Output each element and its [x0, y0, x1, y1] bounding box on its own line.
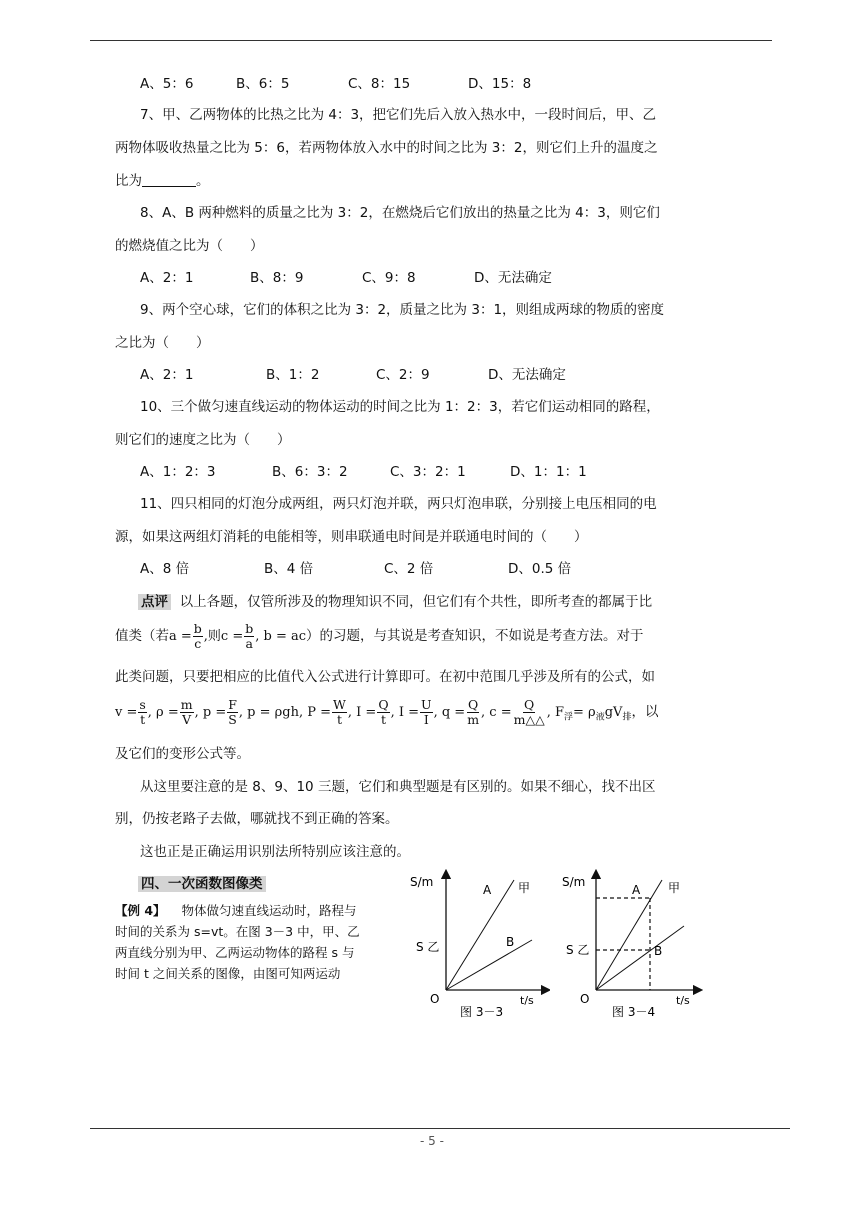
- line-a-label: A: [632, 883, 641, 897]
- q11-line2: 源，如果这两组灯消耗的电能相等，则串联通电时间是并联通电时间的（ ）: [115, 529, 588, 545]
- option-b: B、6：5: [236, 76, 290, 92]
- page-number: - 5 -: [420, 1134, 444, 1148]
- example-tag: 【例 4】: [115, 903, 166, 918]
- q7-line3-suffix: 。: [196, 173, 210, 189]
- q11-option-a: A、8 倍: [140, 561, 190, 577]
- q8-option-a: A、2：1: [140, 270, 194, 286]
- comment-line4-end: ，以: [631, 704, 659, 720]
- line-a-label: A: [483, 883, 492, 897]
- comment-line2: [115, 620, 644, 653]
- header-rule: [90, 40, 772, 41]
- line-yi: [446, 940, 532, 990]
- q10-option-d: D、1：1：1: [510, 464, 587, 480]
- comment-line2-start: 值类（若: [115, 628, 169, 644]
- para1-line2: 别，仍按老路子去做，哪就找不到正确的答案。: [115, 811, 399, 827]
- comment-line5: 及它们的变形公式等。: [115, 746, 250, 762]
- example-line3: 两直线分别为甲、乙两运动物体的路程 s 与: [115, 945, 355, 960]
- q9-option-d: D、无法确定: [488, 367, 566, 383]
- line-b-label: B: [654, 944, 663, 958]
- q8-option-b: B、8：9: [250, 270, 304, 286]
- q8-option-c: C、9：8: [362, 270, 416, 286]
- q10-option-c: C、3：2：1: [390, 464, 466, 480]
- q7-line2: 两物体吸收热量之比为 5：6，若两物体放入水中的时间之比为 3：2，则它们上升的温度之: [115, 140, 658, 156]
- example-line1: [115, 900, 356, 921]
- figure-caption: 图 3－3: [460, 1005, 504, 1019]
- s-yi-label: S 乙: [416, 940, 440, 954]
- q9-option-b: B、1：2: [266, 367, 320, 383]
- y-axis-label: S/m: [410, 875, 434, 889]
- comment-text1: 以上各题，仅管所涉及的物理知识不同，但它们有个共性，即所考查的都属于比: [179, 594, 653, 610]
- line-yi: [596, 926, 684, 990]
- ratio-formula: a = $\frac{b}{c}$ ,则c = $\frac{b}{a}$ , b = ac: [169, 621, 307, 651]
- line-jia-label: 甲: [668, 881, 681, 895]
- q7-line3: [115, 172, 210, 190]
- figure-3-4: [558, 866, 708, 1026]
- x-axis-label: t/s: [520, 994, 534, 1007]
- origin-label: O: [580, 992, 590, 1006]
- s-yi-label: S 乙: [566, 943, 590, 957]
- line-jia-label: 甲: [518, 881, 531, 895]
- q8-line1: 8、A、B 两种燃料的质量之比为 3：2，在燃烧后它们放出的热量之比为 4：3，则它们: [140, 205, 660, 221]
- option-d: D、15：8: [468, 76, 532, 92]
- comment-tag: 点评: [138, 594, 171, 610]
- comment-line1: [138, 593, 652, 611]
- comment-line3: 此类问题，只要把相应的比值代入公式进行计算即可。在初中范围几乎涉及所有的公式，如: [115, 669, 655, 685]
- formula-list: v = $\frac{s}{t}$ , ρ = $\frac{m}{V}$ , p = $\frac{F}{S}$ , p = ρgh, P = $\frac{W}{t}$ , I = $\frac{Q}{t}$ , I = $\frac{U}{I}$ , q = $\frac{Q}{m}$ , c = $\frac{Q}{m\triangle\triangle}$ , $F_浮= \rho_液gV_排$: [115, 697, 632, 727]
- q9-line1: 9、两个空心球，它们的体积之比为 3：2，质量之比为 3：1，则组成两球的物质的密度: [140, 302, 665, 318]
- line-b-label: B: [506, 935, 515, 949]
- option-a: A、5：6: [140, 76, 194, 92]
- q9-option-a: A、2：1: [140, 367, 194, 383]
- q10-option-a: A、1：2：3: [140, 464, 216, 480]
- footer-rule: [90, 1128, 790, 1129]
- q11-option-c: C、2 倍: [384, 561, 434, 577]
- comment-line2-end: ）的习题，与其说是考查知识，不如说是考查方法。对于: [306, 628, 644, 644]
- line-jia: [446, 880, 514, 990]
- origin-label: O: [430, 992, 440, 1006]
- q10-option-b: B、6：3：2: [272, 464, 348, 480]
- y-axis-label: S/m: [562, 875, 586, 889]
- para2: 这也正是正确运用识别法所特别应该注意的。: [140, 844, 410, 860]
- answer-blank: [142, 172, 196, 187]
- q9-line2: 之比为（ ）: [115, 335, 210, 351]
- x-axis-label: t/s: [676, 994, 690, 1007]
- q7-line1: 7、甲、乙两物体的比热之比为 4：3，把它们先后入放入热水中，一段时间后，甲、乙: [140, 107, 657, 123]
- q7-line3-prefix: 比为: [115, 173, 142, 189]
- figure-caption: 图 3－4: [612, 1005, 656, 1019]
- figure-3-3: [400, 866, 550, 1026]
- line-jia: [596, 880, 662, 990]
- q8-option-d: D、无法确定: [474, 270, 552, 286]
- section-title-text: 四、一次函数图像类: [138, 876, 266, 892]
- comment-line4: [115, 694, 658, 736]
- option-c: C、8：15: [348, 76, 411, 92]
- q10-line2: 则它们的速度之比为（ ）: [115, 432, 291, 448]
- para1-line1: 从这里要注意的是 8、9、10 三题，它们和典型题是有区别的。如果不细心，找不出区: [140, 779, 656, 795]
- q9-option-c: C、2：9: [376, 367, 430, 383]
- example-text1: 物体做匀速直线运动时，路程与: [181, 903, 357, 918]
- q10-line1: 10、三个做匀速直线运动的物体运动的时间之比为 1：2：3，若它们运动相同的路程，: [140, 399, 660, 415]
- q11-option-d: D、0.5 倍: [508, 561, 572, 577]
- q8-line2: 的燃烧值之比为（ ）: [115, 238, 264, 254]
- example-line4: 时间 t 之间关系的图像，由图可知两运动: [115, 966, 341, 981]
- q11-line1: 11、四只相同的灯泡分成两组，两只灯泡并联，两只灯泡串联，分别接上电压相同的电: [140, 496, 657, 512]
- section-title: [138, 875, 266, 893]
- q11-option-b: B、4 倍: [264, 561, 314, 577]
- example-line2: 时间的关系为 s=vt。在图 3－3 中，甲、乙: [115, 924, 360, 939]
